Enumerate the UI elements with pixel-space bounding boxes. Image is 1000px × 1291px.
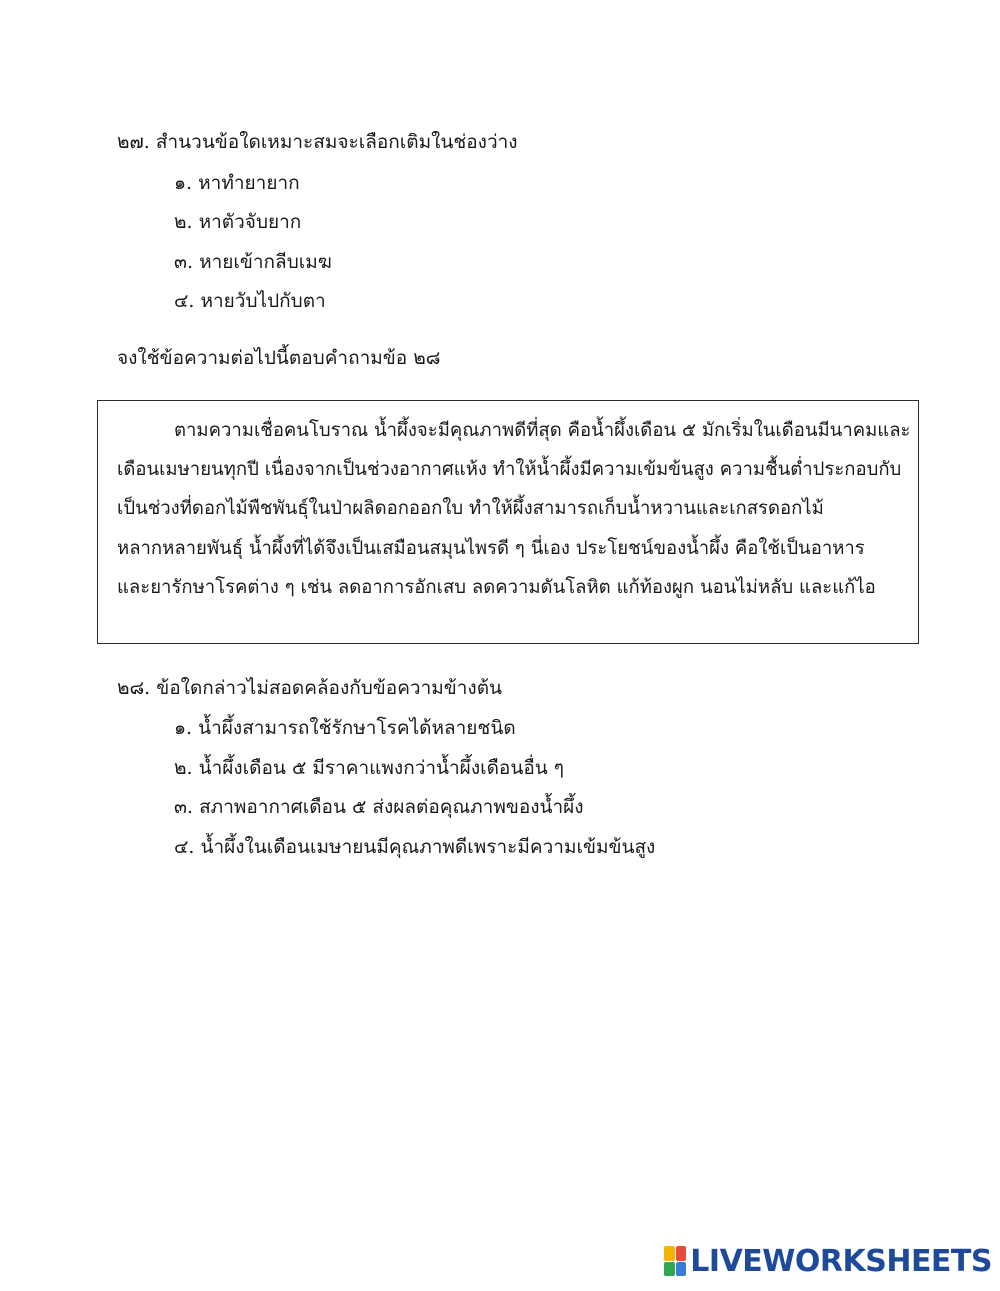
brand-name: LIVEWORKSHEETS [690, 1243, 992, 1279]
passage-line: เป็นช่วงที่ดอกไม้พืชพันธุ์ในป่าผลิดอกออกใบ ทำให้ผึ้งสามารถเก็บน้ำหวานและเกสรดอกไม้ [117, 498, 824, 519]
question-28-option-3[interactable]: ๓. สภาพอากาศเดือน ๕ ส่งผลต่อคุณภาพของน้ำผึ้ง [174, 796, 584, 818]
question-27-option-1[interactable]: ๑. หาทำยายาก [174, 172, 300, 194]
liveworksheets-brand [664, 1243, 992, 1279]
question-27-prompt: ๒๗. สำนวนข้อใดเหมาะสมจะเลือกเติมในช่องว่าง [117, 131, 518, 153]
question-27-option-3[interactable]: ๓. หายเข้ากลีบเมฆ [174, 251, 332, 273]
question-28-option-2[interactable]: ๒. น้ำผึ้งเดือน ๕ มีราคาแพงกว่าน้ำผึ้งเดือนอื่น ๆ [174, 757, 564, 779]
passage-line: เดือนเมษายนทุกปี เนื่องจากเป็นช่วงอากาศแห้ง ทำให้น้ำผึ้งมีความเข้มข้นสูง ความชื้นต่ำประกอบกับ [117, 459, 902, 480]
passage-line: ตามความเชื่อคนโบราณ น้ำผึ้งจะมีคุณภาพดีที่สุด คือน้ำผึ้งเดือน ๕ มักเริ่มในเดือนมีนาคมและ [174, 420, 911, 441]
question-27-option-4[interactable]: ๔. หายวับไปกับตา [174, 290, 326, 312]
liveworksheets-logo-icon [664, 1246, 686, 1276]
passage-line: และยารักษาโรคต่าง ๆ เช่น ลดอาการอักเสบ ลดความดันโลหิต แก้ท้องผูก นอนไม่หลับ และแก้ไอ [117, 577, 876, 598]
question-28-option-4[interactable]: ๔. น้ำผึ้งในเดือนเมษายนมีคุณภาพดีเพราะมีความเข้มข้นสูง [174, 836, 656, 858]
passage-instruction: จงใช้ข้อความต่อไปนี้ตอบคำถามข้อ ๒๘ [117, 347, 441, 369]
reading-passage-box [97, 400, 919, 644]
question-28-option-1[interactable]: ๑. น้ำผึ้งสามารถใช้รักษาโรคได้หลายชนิด [174, 717, 516, 739]
question-27-option-2[interactable]: ๒. หาตัวจับยาก [174, 211, 302, 233]
question-28-prompt: ๒๘. ข้อใดกล่าวไม่สอดคล้องกับข้อความข้างต้น [117, 677, 503, 699]
passage-line: หลากหลายพันธุ์ น้ำผึ้งที่ได้จึงเป็นเสมือนสมุนไพรดี ๆ นี่เอง ประโยชน์ของน้ำผึ้ง คือใช้เป็นอาหาร [117, 538, 865, 559]
